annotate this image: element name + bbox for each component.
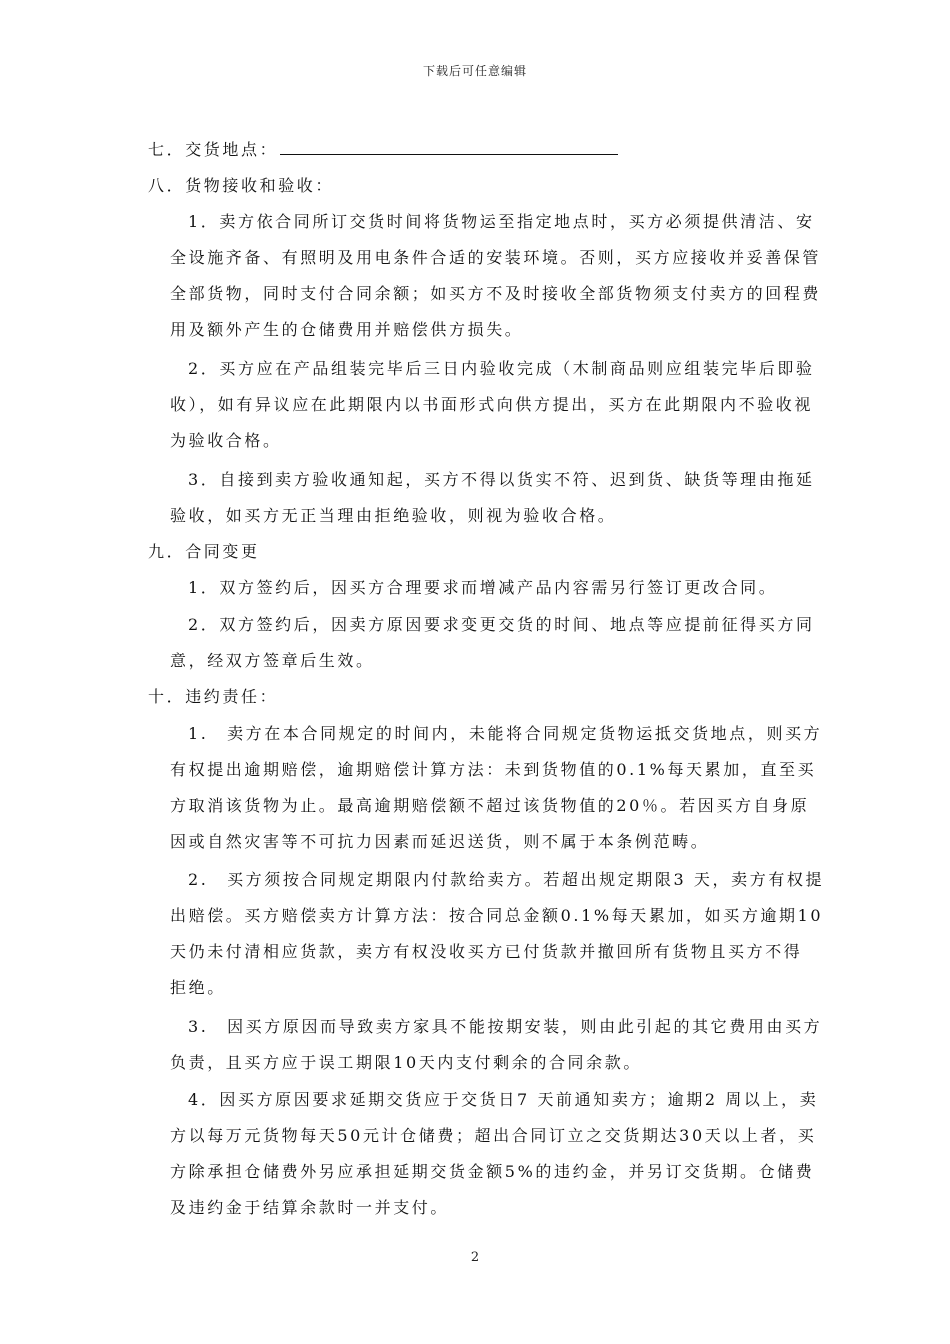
text-line [188, 870, 824, 890]
text-line [148, 687, 278, 707]
line-text: 九．合同变更 [148, 542, 260, 561]
page-header: 下载后可任意编辑 [422, 64, 527, 78]
line-text: 1．卖方依合同所订交货时间将货物运至指定地点时，买方必须提供清洁、安 [188, 212, 815, 231]
text-line [170, 506, 616, 526]
line-text: 验收，如买方无正当理由拒绝验收，则视为验收合格。 [170, 506, 617, 525]
line-text: 3. 因买方原因而导致卖方家具不能按期安装，则由此引起的其它费用由买方 [188, 1017, 823, 1036]
text-line [148, 176, 334, 196]
text-line [148, 542, 260, 562]
text-line [170, 395, 813, 415]
text-line [170, 796, 809, 816]
text-line [188, 1090, 818, 1110]
text-line [188, 1017, 822, 1037]
text-line [170, 1126, 816, 1146]
blank-fill-line [280, 140, 618, 155]
text-line [170, 320, 523, 340]
text-line [188, 359, 815, 379]
text-line [170, 978, 226, 998]
line-text: 拒绝。 [170, 978, 226, 997]
line-text: 十．违约责任： [148, 687, 279, 706]
text-line [188, 470, 815, 490]
line-text: 4．因买方原因要求延期交货应于交货日7 天前通知卖方；逾期2 周以上，卖 [188, 1090, 819, 1109]
line-text: 2．双方签约后，因卖方原因要求变更交货的时间、地点等应提前征得买方同 [188, 615, 815, 634]
line-text: 方取消该货物为止。最高逾期赔偿额不超过该货物值的20％。若因买方自身原 [170, 796, 810, 815]
text-line [170, 942, 802, 962]
text-line [170, 248, 821, 268]
line-text: 有权提出逾期赔偿，逾期赔偿计算方法：未到货物值的0.1%每天累加，直至买 [170, 760, 817, 779]
line-text: 八．货物接收和验收： [148, 176, 335, 195]
text-line [188, 615, 815, 635]
text-line [188, 724, 822, 744]
line-text: 负责，且买方应于误工期限10天内支付剩余的合同余款。 [170, 1053, 642, 1072]
line-text: 方以每万元货物每天50元计仓储费；超出合同订立之交货期达30天以上者，买 [170, 1126, 817, 1145]
line-text: 3．自接到卖方验收通知起，买方不得以货实不符、迟到货、缺货等理由拖延 [188, 470, 815, 489]
page-number: 2 [470, 1250, 480, 1265]
line-text: 因或自然灾害等不可抗力因素而延迟送货，则不属于本条例范畴。 [170, 832, 710, 851]
line-text: 七．交货地点： [148, 140, 279, 159]
line-text: 用及额外产生的仓储费用并赔偿供方损失。 [170, 320, 524, 339]
line-text: 为验收合格。 [170, 431, 282, 450]
line-text: 全设施齐备、有照明及用电条件合适的安装环境。否则，买方应接收并妥善保管 [170, 248, 822, 267]
line-text: 2．买方应在产品组装完毕后三日内验收完成（木制商品则应组装完毕后即验 [188, 359, 815, 378]
line-text: 意，经双方签章后生效。 [170, 651, 375, 670]
text-line [148, 140, 618, 160]
text-line [188, 212, 815, 232]
text-line [170, 832, 709, 852]
text-line [170, 760, 816, 780]
line-text: 1．双方签约后，因买方合理要求而增减产品内容需另行签订更改合同。 [188, 578, 778, 597]
line-text: 出赔偿。买方赔偿卖方计算方法：按合同总金额0.1%每天累加，如买方逾期10 [170, 906, 824, 925]
line-text: 天仍未付清相应货款，卖方有权没收买方已付货款并撤回所有货物且买方不得 [170, 942, 803, 961]
line-text: 1. 卖方在本合同规定的时间内，未能将合同规定货物运抵交货地点，则买方 [188, 724, 823, 743]
text-line [170, 651, 375, 671]
line-text: 全部货物，同时支付合同余额；如买方不及时接收全部货物须支付卖方的回程费 [170, 284, 822, 303]
text-line [188, 578, 777, 598]
line-text: 收），如有异议应在此期限内以书面形式向供方提出，买方在此期限内不验收视 [170, 395, 814, 414]
text-line [170, 284, 821, 304]
text-line [170, 431, 282, 451]
text-line [170, 906, 823, 926]
line-text: 及违约金于结算余款时一并支付。 [170, 1198, 450, 1217]
text-line [170, 1162, 814, 1182]
line-text: 方除承担仓储费外另应承担延期交货金额5%的违约金，并另订交货期。仓储费 [170, 1162, 815, 1181]
text-line [170, 1053, 642, 1073]
line-text: 2. 买方须按合同规定期限内付款给卖方。若超出规定期限3 天，卖方有权提 [188, 870, 825, 889]
text-line [170, 1198, 449, 1218]
